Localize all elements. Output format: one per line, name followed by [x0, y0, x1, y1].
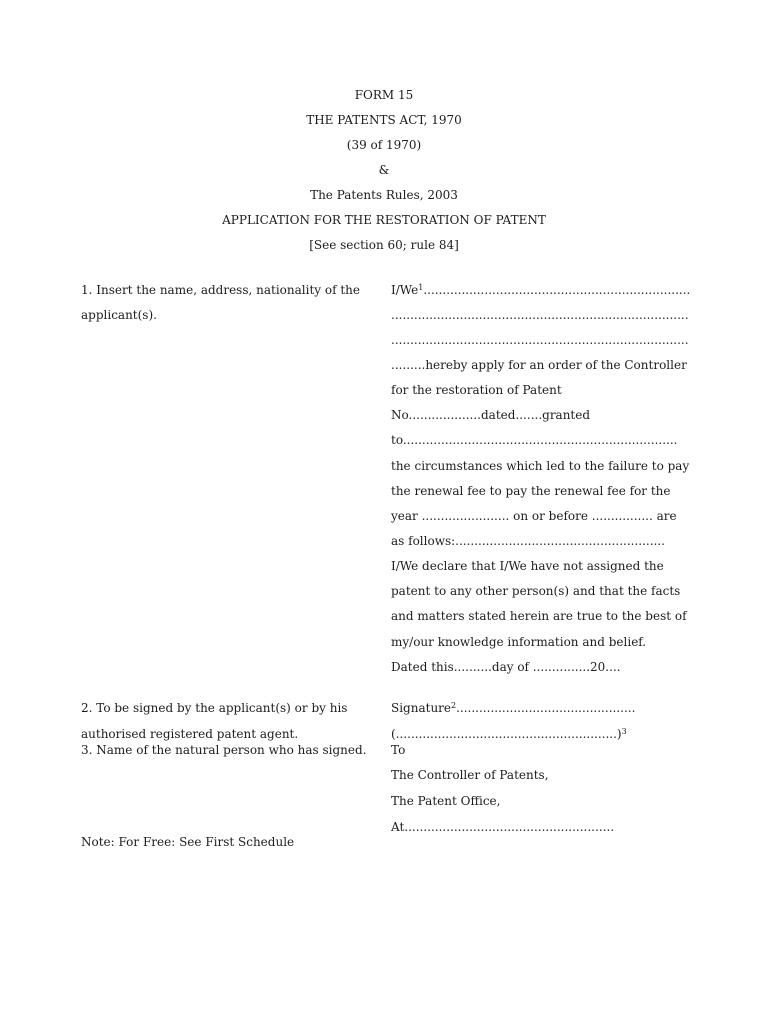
signature-line — [391, 700, 635, 716]
footnote-marker-2: 2 — [451, 701, 457, 710]
declaration-line-4: my/our knowledge information and belief. — [391, 635, 647, 649]
signature-blank: ............................................... — [456, 701, 636, 715]
ampersand: & — [378, 163, 390, 177]
declaration-line-2: patent to any other person(s) and that the facts — [391, 584, 681, 598]
declaration-line-1: I/We declare that I/We have not assigned the — [391, 559, 664, 573]
footnote-marker-1: 1 — [418, 283, 424, 292]
addressee-location: At....................................................... — [391, 820, 615, 834]
act-title: THE PATENTS ACT, 1970 — [306, 113, 462, 127]
body-line-as-follows: as follows:....................................................... — [391, 534, 665, 548]
instruction-3: 3. Name of the natural person who has signed. — [81, 743, 367, 757]
instruction-1-line-1: 1. Insert the name, address, nationality of the — [81, 283, 360, 297]
body-line-restoration: for the restoration of Patent — [391, 383, 562, 397]
dated-line: Dated this..........day of ...............20.... — [391, 660, 621, 674]
signatory-name-blank: (..........................................................) — [391, 727, 622, 741]
addressee-office: The Patent Office, — [391, 794, 501, 808]
applicant-blank-1: ...................................................................... — [423, 283, 691, 297]
body-line-year: year ....................... on or before ................ are — [391, 509, 677, 523]
instruction-2-line-2: authorised registered patent agent. — [81, 727, 299, 741]
body-line-patent-number: No...................dated.......granted — [391, 408, 591, 422]
applicant-blank-2: .............................................................................. — [391, 308, 689, 322]
addressee-to: To — [391, 743, 406, 757]
signature-label: Signature — [391, 701, 452, 715]
applicant-line-1 — [391, 282, 690, 298]
section-reference: [See section 60; rule 84] — [309, 238, 459, 252]
instruction-2-line-1: 2. To be signed by the applicant(s) or by his — [81, 701, 348, 715]
body-line-apply: .........hereby apply for an order of the Controller — [391, 358, 687, 372]
rules-title: The Patents Rules, 2003 — [310, 188, 458, 202]
body-line-granted-to: to........................................................................ — [391, 433, 678, 447]
fee-note: Note: For Free: See First Schedule — [81, 835, 295, 849]
body-line-circumstances: the circumstances which led to the failure to pay — [391, 459, 690, 473]
applicant-prefix: I/We — [391, 283, 419, 297]
instruction-1-line-2: applicant(s). — [81, 308, 157, 322]
body-line-renewal-fee: the renewal fee to pay the renewal fee for the — [391, 484, 671, 498]
act-number: (39 of 1970) — [346, 138, 422, 152]
signatory-name-line — [391, 726, 627, 742]
applicant-blank-3: .............................................................................. — [391, 333, 689, 347]
form-number: FORM 15 — [354, 88, 414, 102]
footnote-marker-3: 3 — [621, 727, 627, 736]
page-title: APPLICATION FOR THE RESTORATION OF PATENT — [222, 213, 546, 227]
addressee-controller: The Controller of Patents, — [391, 768, 549, 782]
declaration-line-3: and matters stated herein are true to the best of — [391, 609, 687, 623]
